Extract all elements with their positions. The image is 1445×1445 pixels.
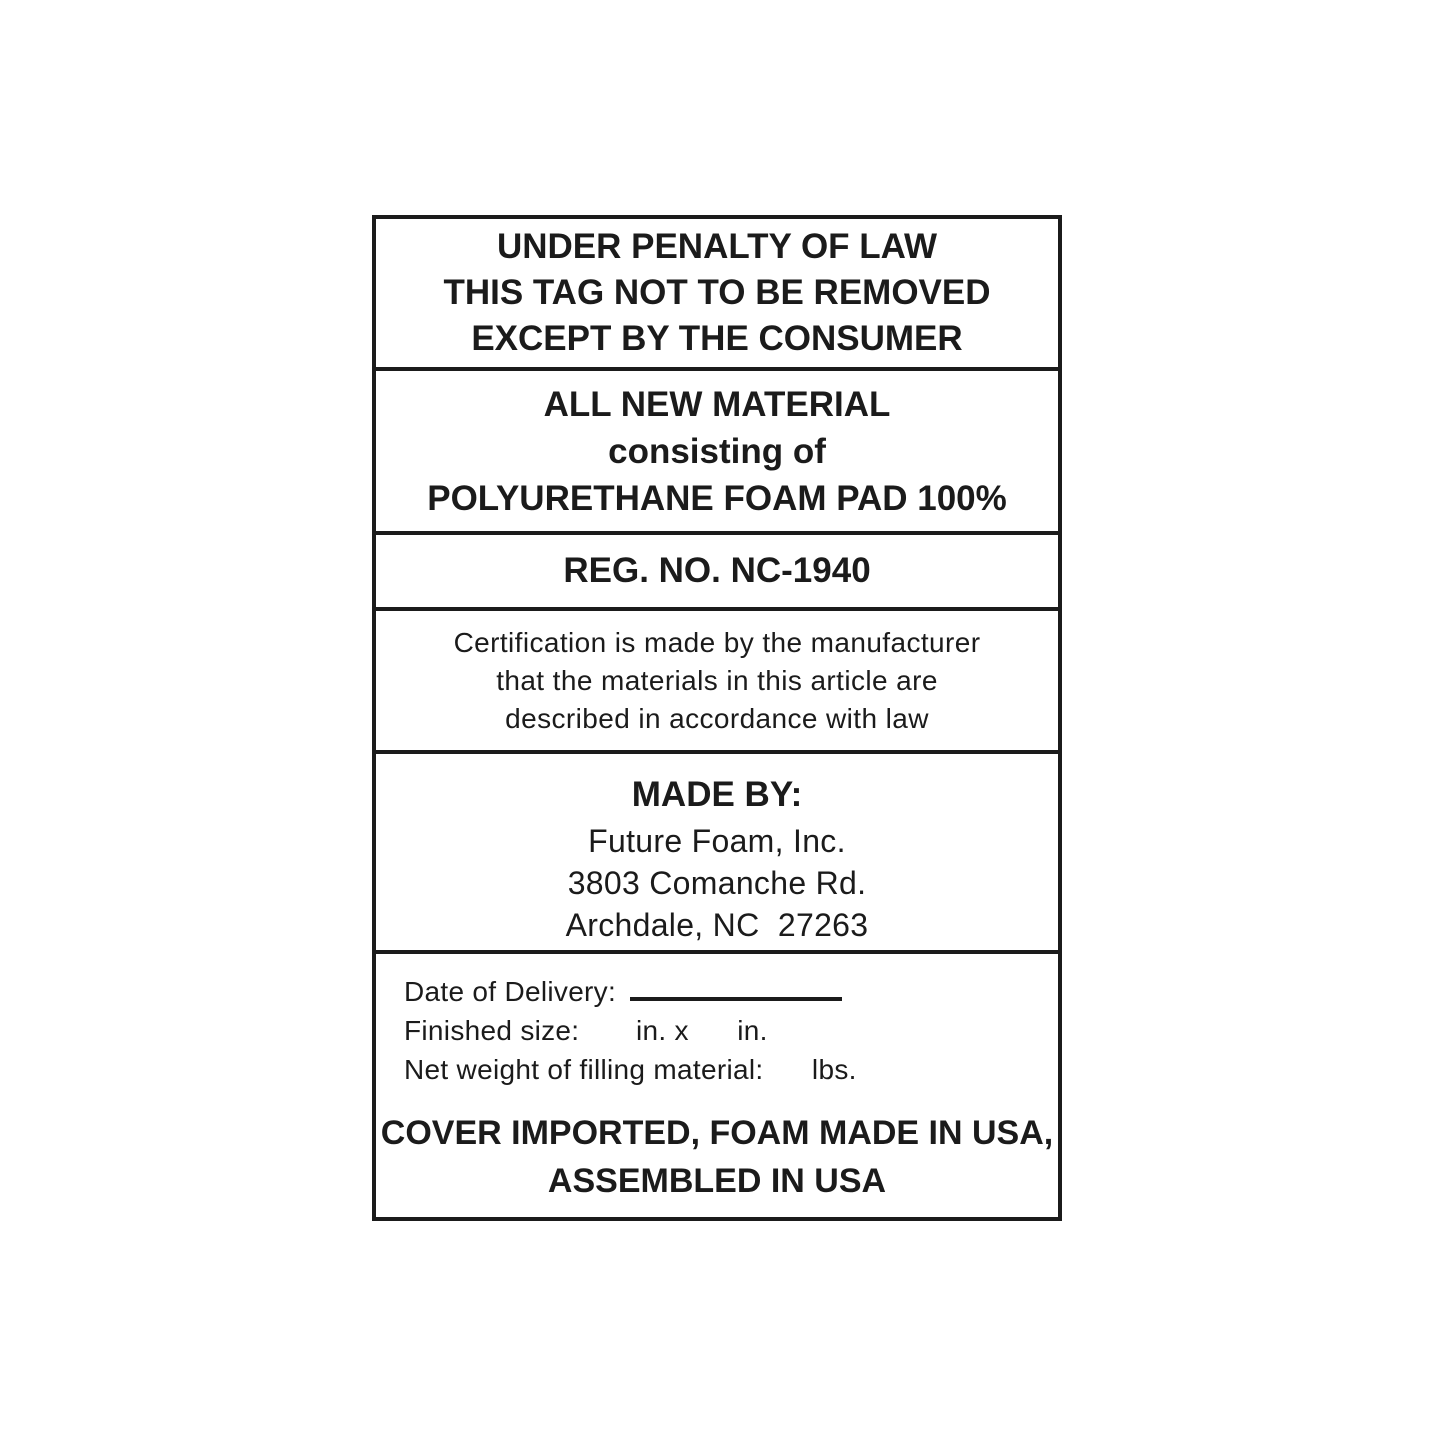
certification-section: [376, 611, 1058, 754]
penalty-section: [376, 219, 1058, 371]
material-section: [376, 371, 1058, 535]
material-line: consisting of: [608, 431, 826, 471]
material-line: POLYURETHANE FOAM PAD 100%: [427, 478, 1007, 518]
penalty-line: EXCEPT BY THE CONSUMER: [471, 319, 963, 358]
registration-section: [376, 535, 1058, 611]
manufacturer-name: Future Foam, Inc.: [588, 823, 846, 859]
certification-line: that the materials in this article are: [496, 664, 938, 696]
date-blank-line: [630, 975, 842, 1001]
certification-line: Certification is made by the manufacturer: [453, 626, 981, 658]
date-of-delivery-label: Date of Delivery:: [404, 976, 617, 1007]
manufacturer-street: 3803 Comanche Rd.: [567, 865, 867, 901]
material-line: ALL NEW MATERIAL: [543, 384, 891, 424]
delivery-fields: [376, 972, 1058, 1089]
penalty-line: UNDER PENALTY OF LAW: [496, 227, 938, 266]
penalty-line: THIS TAG NOT TO BE REMOVED: [443, 273, 991, 312]
manufacturer-city: Archdale, NC 27263: [565, 907, 869, 943]
origin-line: ASSEMBLED IN USA: [547, 1162, 887, 1200]
origin-line: COVER IMPORTED, FOAM MADE IN USA,: [380, 1114, 1054, 1152]
certification-line: described in accordance with law: [505, 702, 929, 734]
made-by-heading: MADE BY:: [631, 775, 803, 814]
delivery-section: [376, 954, 1058, 1217]
finished-size-line: Finished size: in. x in.: [404, 1015, 768, 1046]
net-weight-line: Net weight of filling material: lbs.: [404, 1054, 857, 1085]
registration-number: REG. NO. NC-1940: [563, 551, 871, 590]
date-of-delivery-line: [404, 972, 1058, 1011]
origin-footer: [376, 1109, 1058, 1205]
made-by-section: [376, 754, 1058, 954]
law-tag-label: [372, 215, 1062, 1221]
